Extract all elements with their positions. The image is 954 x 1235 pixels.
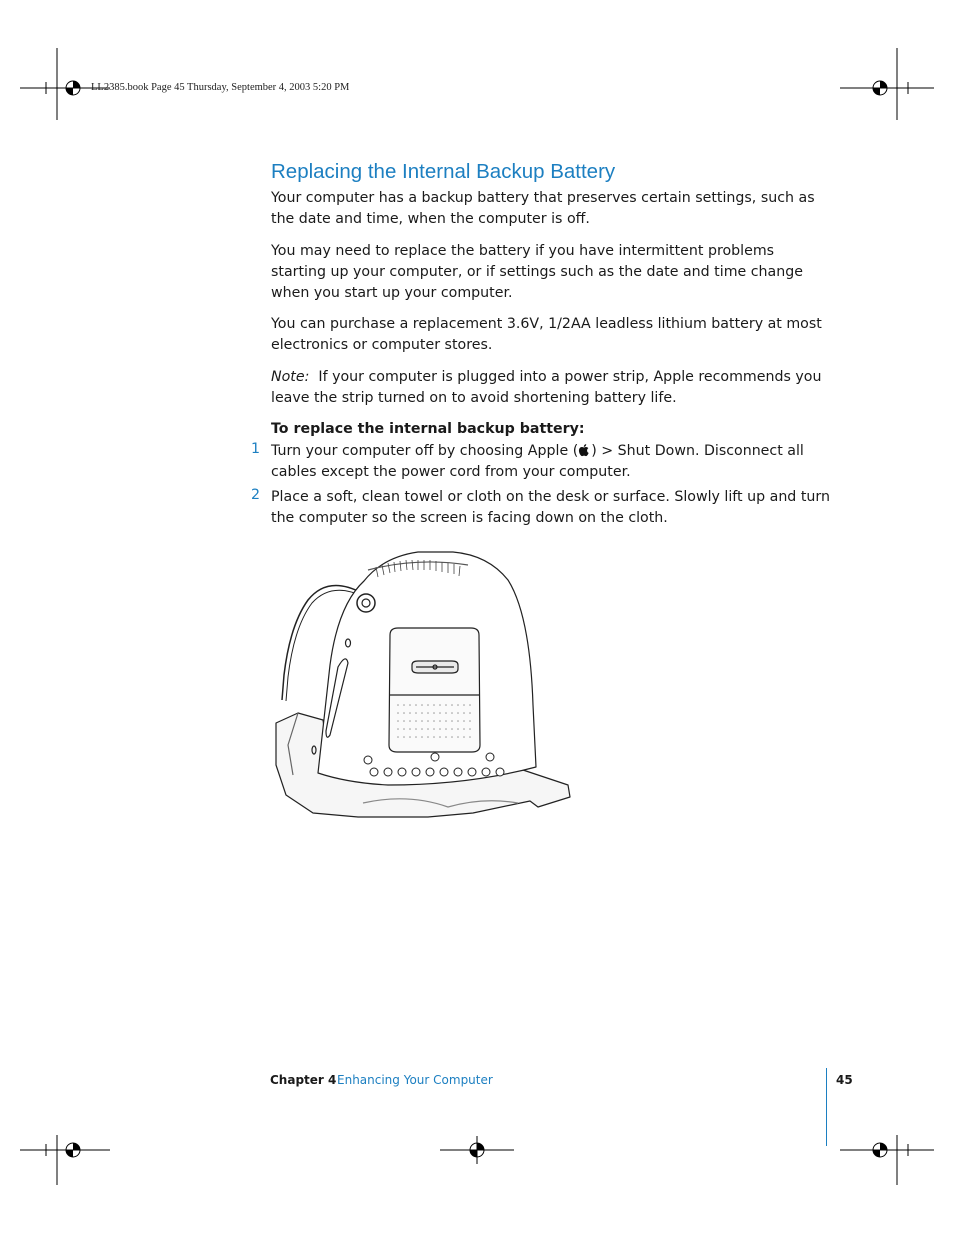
- step-text-2: Place a soft, clean towel or cloth on the desk or surface. Slowly lift up and turn the computer so the screen is facing down on the cloth.: [271, 489, 830, 526]
- apple-icon: [578, 443, 591, 457]
- access-panel: [389, 628, 480, 752]
- procedure-label: To replace the internal backup battery:: [271, 421, 585, 437]
- note-label: Note:: [271, 369, 310, 385]
- computer-on-cloth-illustration: [268, 545, 578, 825]
- step-1-text-before: Turn your computer off by choosing Apple (: [271, 443, 579, 459]
- step-1-text-after: ) > Shut Down. Disconnect all cables except the power cord from your computer.: [271, 443, 804, 480]
- note-text: If your computer is plugged into a power strip, Apple recommends you leave the strip turned on to avoid shortening battery life.: [271, 369, 822, 406]
- print-slug: LL2385.book Page 45 Thursday, September 4, 2003 5:20 PM: [91, 82, 350, 93]
- step-text-1: [271, 441, 831, 483]
- paragraph-intro: Your computer has a backup battery that preserves certain settings, such as the date and time, when the computer is off.: [271, 190, 815, 227]
- note: [271, 367, 831, 409]
- paragraph-purchase: You can purchase a replacement 3.6V, 1/2AA leadless lithium battery at most electronics or computer stores.: [271, 316, 822, 353]
- step-number-1: 1: [251, 441, 261, 457]
- page-number: 45: [836, 1073, 853, 1087]
- footer-section-title: Enhancing Your Computer: [337, 1073, 493, 1087]
- footer-divider: [826, 1068, 827, 1146]
- paragraph-when-to-replace: You may need to replace the battery if you have intermittent problems starting up your computer, or if settings such as the date and time change when you start up your computer.: [271, 243, 803, 301]
- footer-chapter: Chapter 4: [270, 1073, 337, 1087]
- section-title: Replacing the Internal Backup Battery: [271, 160, 616, 183]
- step-number-2: 2: [251, 487, 261, 503]
